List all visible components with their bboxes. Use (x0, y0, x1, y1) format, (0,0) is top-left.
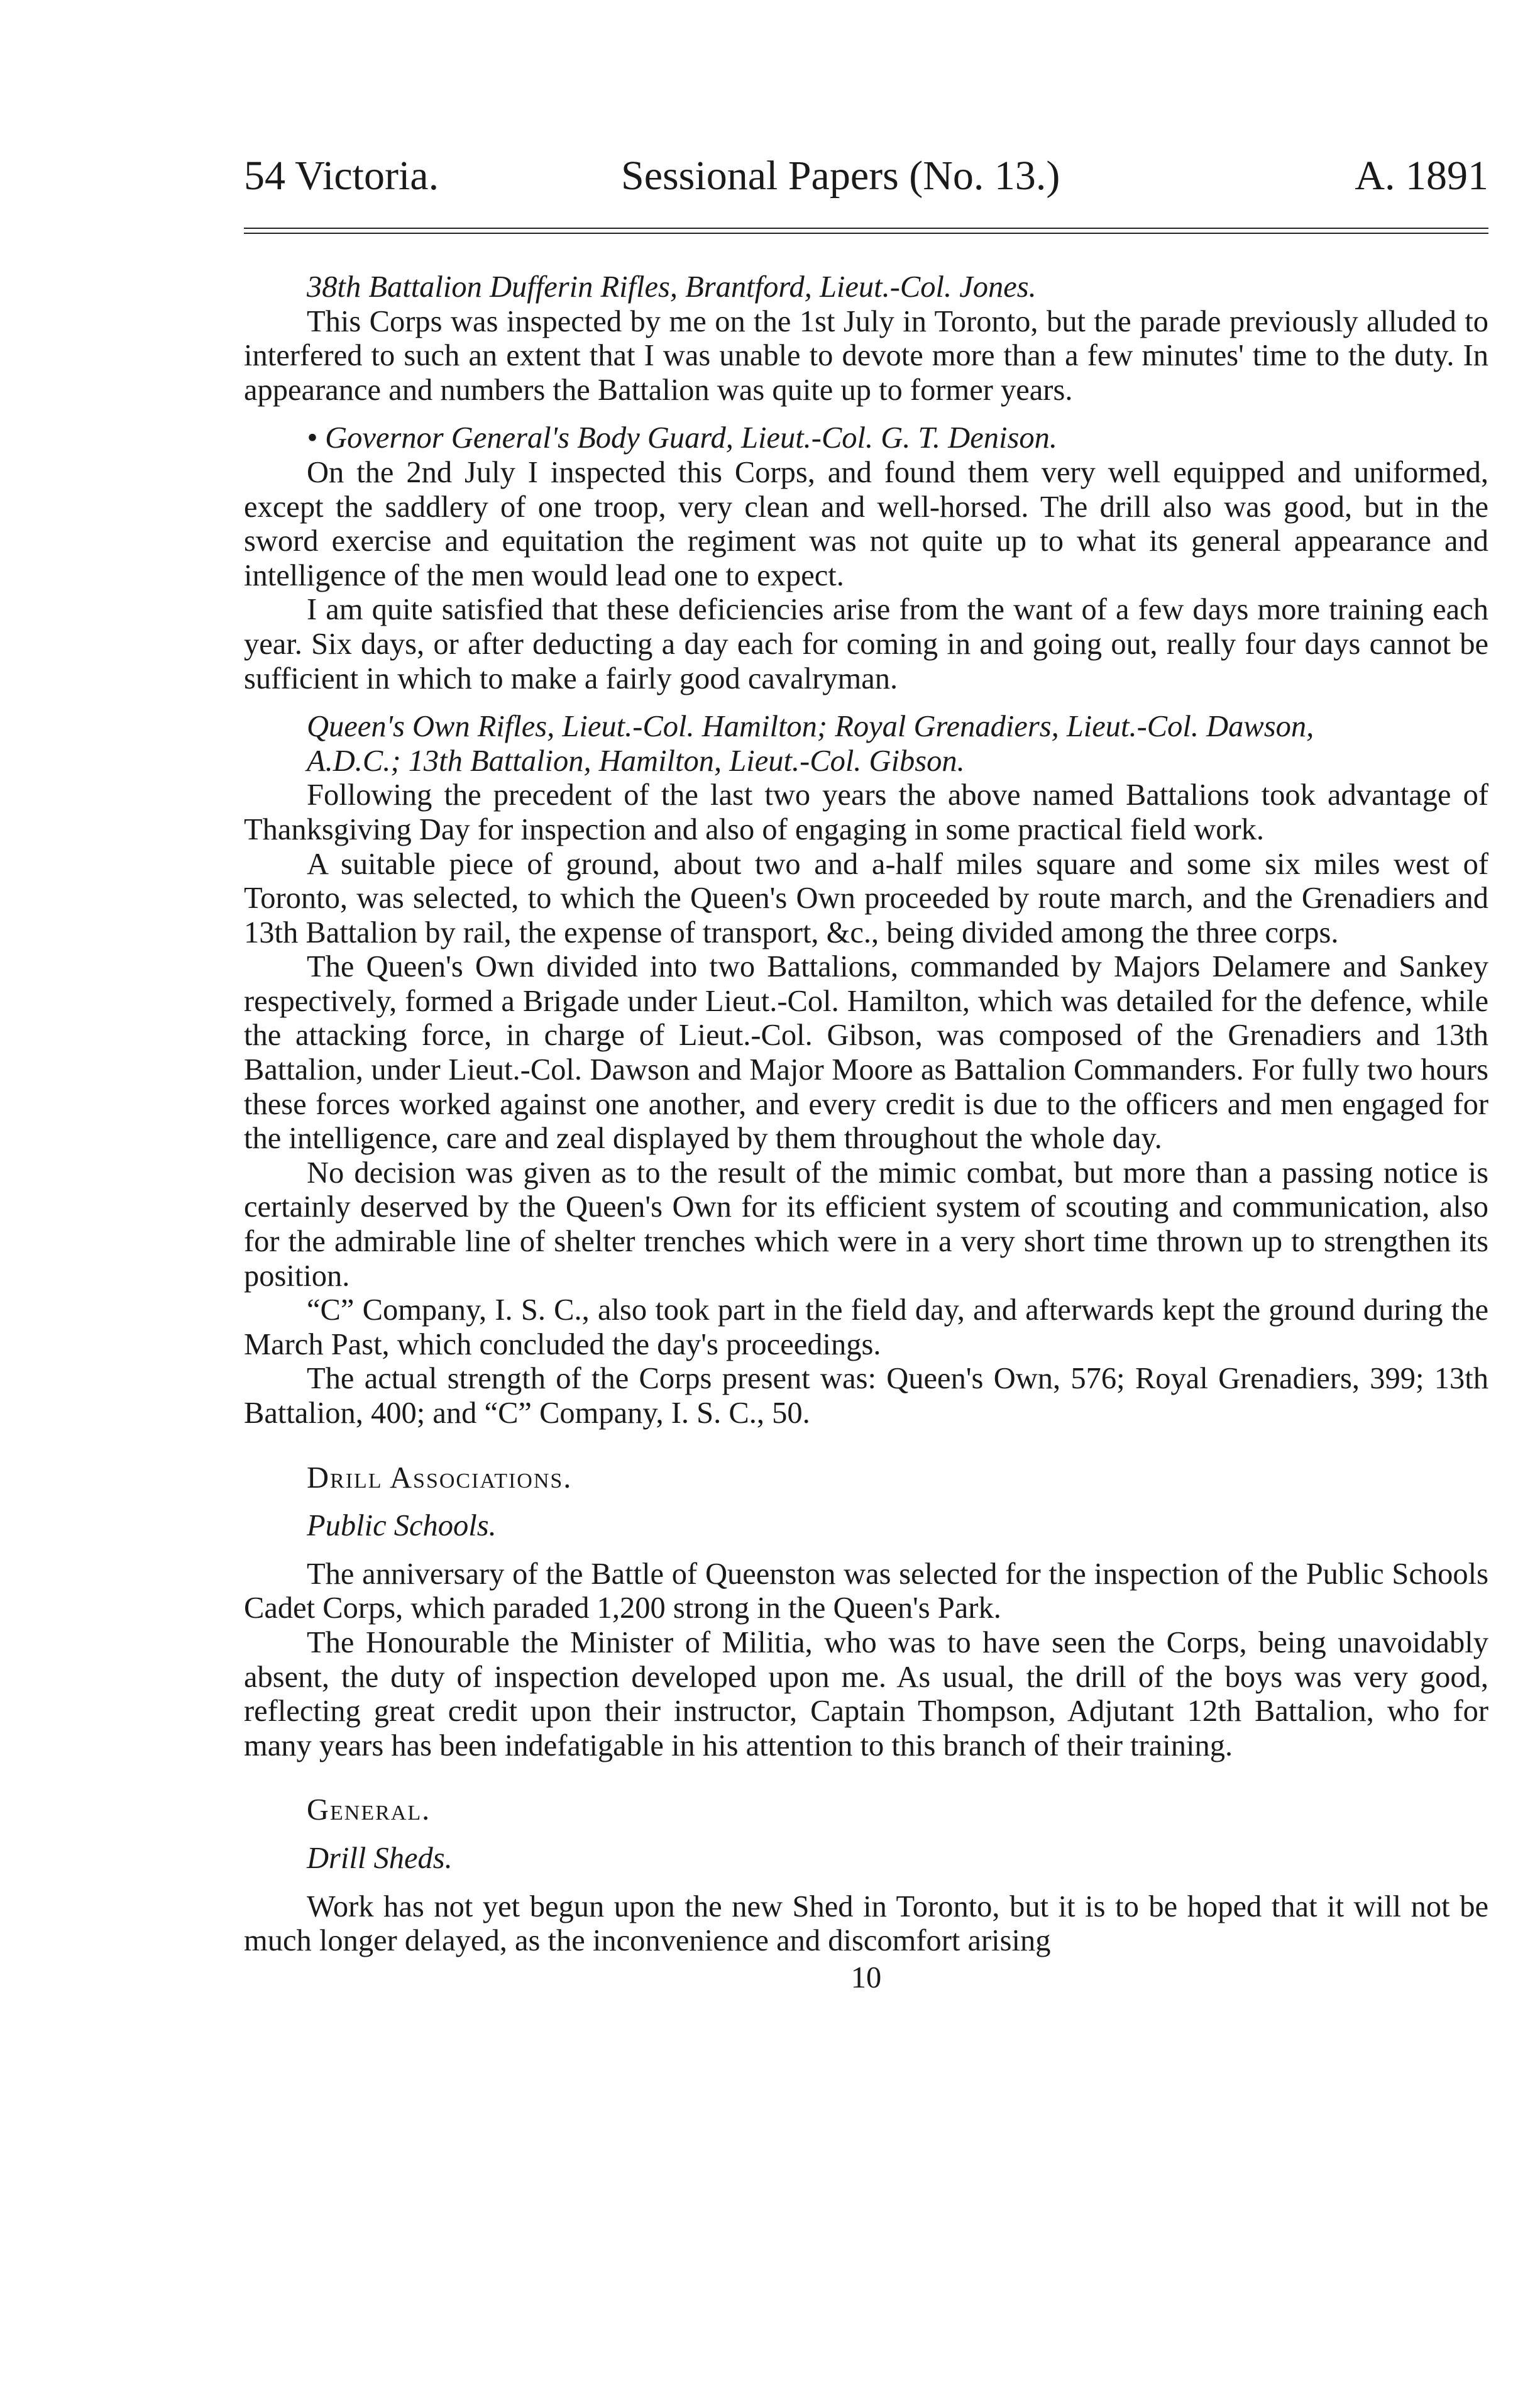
page-number: 10 (850, 1960, 882, 1994)
paragraph: The actual strength of the Corps present was: Queen's Own, 576; Royal Grenadiers, 399; 13th Battalion, 400; and “C” Company, I. S. C., 50. (244, 1362, 1488, 1430)
header-double-rule (244, 228, 1488, 234)
subheading-drill-sheds: Drill Sheds. (307, 1841, 453, 1875)
paragraph: The Honourable the Minister of Militia, who was to have seen the Corps, being unavoidably absent, the duty of inspection developed upon me. As usual, the drill of the boys was very good, reflecting great credit upon their instructor, Captain Thompson, Adjutant 12th Battalion, who for many years has been indefatigable in his attention to this branch of their training. (244, 1625, 1488, 1762)
paragraph: No decision was given as to the result of the mimic combat, but more than a passing notice is certainly deserved by the Queen's Own for its efficient system of scouting and communication, also for the admirable line of shelter trenches which were in a very short time thrown up to strengthen its position. (244, 1156, 1488, 1293)
section-heading-queens-own-line2: A.D.C.; 13th Battalion, Hamilton, Lieut.-Col. Gibson. (307, 744, 965, 778)
paragraph: The anniversary of the Battle of Queenston was selected for the inspection of the Public Schools Cadet Corps, which paraded 1,200 strong in the Queen's Park. (244, 1557, 1488, 1625)
paragraph: The Queen's Own divided into two Battalions, commanded by Majors Delamere and Sankey respectively, formed a Brigade under Lieut.-Col. Hamilton, which was detailed for the defence, while the attacking force, in charge of Lieut.-Col. Gibson, was composed of the Grenadiers and 13th Battalion, under Lieut.-Col. Dawson and Major Moore as Battalion Commanders. For fully two hours these forces worked against one another, and every credit is due to the officers and men engaged for the intelligence, care and zeal displayed by them throughout the whole day. (244, 950, 1488, 1156)
section-heading-queens-own-line1: Queen's Own Rifles, Lieut.-Col. Hamilton; Royal Grenadiers, Lieut.-Col. Dawson, (307, 710, 1314, 744)
header-title: Sessional Papers (No. 13.) (621, 153, 1060, 199)
section-heading-drill-associations: Drill Associations. (307, 1461, 573, 1495)
paragraph: Following the precedent of the last two years the above named Battalions took advantage of Thanksgiving Day for inspection and also of engaging in some practical field work. (244, 778, 1488, 846)
paragraph: I am quite satisfied that these deficiencies arise from the want of a few days more training each year. Six days, or after deducting a day each for coming in and going out, really four days cannot be sufficient in which to make a fairly good cavalryman. (244, 593, 1488, 695)
paragraph: “C” Company, I. S. C., also took part in the field day, and afterwards kept the ground during the March Past, which concluded the day's proceedings. (244, 1293, 1488, 1361)
section-heading-body-guard: • Governor General's Body Guard, Lieut.-Col. G. T. Denison. (307, 421, 1057, 455)
paragraph: This Corps was inspected by me on the 1st July in Toronto, but the parade previously alluded to interfered to such an extent that I was unable to devote more than a few minutes' time to the duty. In appearance and numbers the Battalion was quite up to former years. (244, 304, 1488, 407)
paragraph: A suitable piece of ground, about two and a-half miles square and some six miles west of Toronto, was selected, to which the Queen's Own proceeded by route march, and the Grenadiers and 13th Battalion by rail, the expense of transport, &c., being divided among the three corps. (244, 847, 1488, 949)
header-year: A. 1891 (1355, 153, 1488, 199)
section-heading-dufferin: 38th Battalion Dufferin Rifles, Brantford, Lieut.-Col. Jones. (307, 270, 1037, 304)
subheading-public-schools: Public Schools. (307, 1509, 497, 1543)
paragraph: Work has not yet begun upon the new Shed in Toronto, but it is to be hoped that it will not be much longer delayed, as the inconvenience and discomfort arising (244, 1889, 1488, 1958)
section-heading-general: General. (307, 1793, 431, 1827)
page-body (244, 270, 1488, 1995)
paragraph: On the 2nd July I inspected this Corps, and found them very well equipped and uniformed, except the saddlery of one troop, very clean and well-horsed. The drill also was good, but in the sword exercise and equitation the regiment was not quite up to what its general appearance and intelligence of the men would lead one to expect. (244, 455, 1488, 592)
running-header (244, 151, 1488, 201)
header-volume: 54 Victoria. (244, 153, 439, 199)
